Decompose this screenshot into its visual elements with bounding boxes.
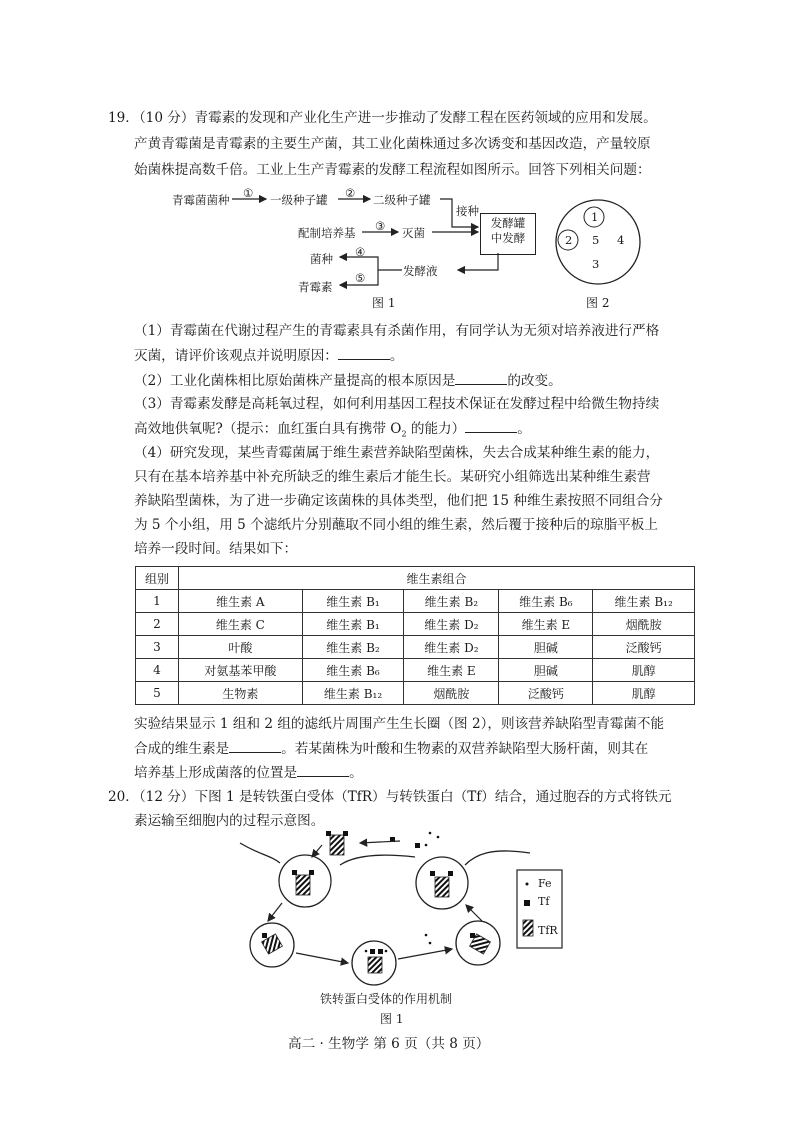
zone-4: 4 bbox=[617, 233, 625, 247]
vitamin-cell: 叶酸 bbox=[179, 636, 303, 659]
vitamin-cell: 生物素 bbox=[179, 682, 303, 705]
page-footer: 高二 · 生物学 第 6 页（共 8 页） bbox=[288, 1036, 490, 1052]
table-row bbox=[136, 636, 695, 659]
step-2: ② bbox=[345, 186, 356, 200]
vitamin-cell: 泛酸钙 bbox=[593, 636, 695, 659]
answer-blank-4[interactable] bbox=[229, 738, 281, 753]
vitamin-cell: 胆碱 bbox=[499, 659, 593, 682]
q19-sub2 bbox=[134, 370, 562, 391]
vitamin-cell: 维生素 B₆ bbox=[302, 659, 404, 682]
header-combo: 维生素组合 bbox=[179, 567, 695, 590]
vitamin-cell: 维生素 B₁ bbox=[302, 613, 404, 636]
q19-sub4-e: 培养一段时间。结果如下： bbox=[134, 541, 298, 557]
q19-line3: 始菌株提高数千倍。工业上生产青霉素的发酵工程流程如图所示。回答下列相关问题： bbox=[134, 162, 651, 178]
answer-blank-2[interactable] bbox=[455, 370, 507, 385]
vitamin-cell: 维生素 B₂ bbox=[302, 636, 404, 659]
zone-2: 2 bbox=[565, 233, 573, 247]
step-1: ① bbox=[243, 186, 254, 200]
node-penicillin: 青霉素 bbox=[298, 280, 333, 294]
q19-line2: 产黄青霉菌是青霉素的主要生产菌，其工业化菌株通过多次诱变和基因改造，产量较原 bbox=[134, 136, 651, 152]
fig2-caption: 图 2 bbox=[586, 296, 610, 310]
q19-sub1-text: 灭菌，请评价该观点并说明原因： bbox=[134, 348, 338, 364]
q19-sub4-a: （4）研究发现，某些青霉菌属于维生素营养缺陷型菌株，失去合成某种维生素的能力， bbox=[134, 445, 660, 461]
vitamin-table bbox=[135, 566, 695, 705]
vitamin-cell: 维生素 E bbox=[499, 613, 593, 636]
table-row bbox=[136, 590, 695, 613]
answer-blank-3[interactable] bbox=[465, 418, 517, 433]
node-ferment-line1: 发酵罐 bbox=[490, 216, 526, 230]
vitamin-cell: 肌醇 bbox=[593, 682, 695, 705]
vitamin-cell: 烟酰胺 bbox=[593, 613, 695, 636]
q19-sub2-end: 的改变。 bbox=[507, 373, 562, 389]
table-header-row bbox=[136, 567, 695, 590]
table-row bbox=[136, 659, 695, 682]
group-cell: 4 bbox=[136, 659, 179, 682]
vitamin-cell: 维生素 D₂ bbox=[404, 613, 499, 636]
o2-subscript: 2 bbox=[401, 429, 407, 439]
node-seed1: 一级种子罐 bbox=[270, 193, 328, 207]
step-3: ③ bbox=[375, 219, 386, 233]
node-ferment-line2: 中发酵 bbox=[490, 231, 526, 245]
zone-3: 3 bbox=[592, 257, 600, 271]
node-culture: 菌种 bbox=[310, 252, 333, 266]
vitamin-cell: 维生素 E bbox=[404, 659, 499, 682]
q19-sub1-end: 。 bbox=[389, 348, 404, 364]
q19-sub1-b bbox=[134, 345, 404, 366]
zone-5: 5 bbox=[592, 233, 600, 247]
vitamin-cell: 维生素 B₁ bbox=[302, 590, 404, 613]
group-cell: 1 bbox=[136, 590, 179, 613]
q19-line1: 19．（10 分）青霉素的发现和产业化生产进一步推动了发酵工程在医药领域的应用和发展。 bbox=[108, 110, 657, 126]
step-5: ⑤ bbox=[355, 271, 366, 285]
vitamin-cell: 肌醇 bbox=[593, 659, 695, 682]
q19-sub3-text: 高效地供氧呢?（提示：血红蛋白具有携带 O bbox=[134, 421, 402, 437]
q19-sub2-text: （2）工业化菌株相比原始菌株产量提高的根本原因是 bbox=[134, 373, 456, 389]
q19-result-b bbox=[134, 738, 648, 759]
group-cell: 2 bbox=[136, 613, 179, 636]
q19-sub3-end: 。 bbox=[517, 421, 531, 437]
zone-1: 1 bbox=[591, 210, 599, 224]
header-group: 组别 bbox=[136, 567, 179, 590]
tfr-diagram bbox=[230, 825, 570, 990]
vitamin-cell: 维生素 B₂ bbox=[404, 590, 499, 613]
q20-line1: 20．（12 分）下图 1 是转铁蛋白受体（TfR）与转铁蛋白（Tf）结合，通过胞吞的方式将铁元 bbox=[108, 789, 672, 805]
q19-sub3-a: （3）青霉素发酵是高耗氧过程，如何利用基因工程技术保证在发酵过程中给微生物持续 bbox=[134, 396, 660, 412]
q20-line2: 素运输至细胞内的过程示意图。 bbox=[134, 813, 325, 829]
vitamin-cell: 维生素 B₁₂ bbox=[593, 590, 695, 613]
q19-result-c-end: 。 bbox=[349, 765, 363, 781]
q19-sub1-a: （1）青霉菌在代谢过程产生的青霉素具有杀菌作用，有同学认为无须对培养液进行严格 bbox=[134, 323, 660, 339]
table-row bbox=[136, 613, 695, 636]
vitamin-cell: 维生素 A bbox=[179, 590, 303, 613]
legend-fe: Fe bbox=[538, 877, 552, 890]
q19-result-b-text: 合成的维生素是 bbox=[134, 741, 230, 757]
fig1-caption: 图 1 bbox=[372, 296, 396, 310]
q19-result-c bbox=[134, 762, 363, 783]
q20-figure-caption: 图 1 bbox=[380, 1012, 404, 1026]
q19-sub3-b bbox=[134, 418, 531, 445]
group-cell: 3 bbox=[136, 636, 179, 659]
legend-tfr: TfR bbox=[538, 924, 558, 937]
q19-sub3-text2: 的能力） bbox=[406, 421, 466, 437]
answer-blank-1[interactable] bbox=[338, 345, 390, 360]
vitamin-cell: 维生素 B₁₂ bbox=[302, 682, 404, 705]
q19-result-a: 实验结果显示 1 组和 2 组的滤纸片周围产生生长圈（图 2），则该营养缺陷型青霉菌不能 bbox=[134, 716, 665, 732]
answer-blank-5[interactable] bbox=[297, 762, 349, 777]
node-strain: 青霉菌菌种 bbox=[172, 193, 230, 207]
q19-result-b-text2: 。若某菌株为叶酸和生物素的双营养缺陷型大肠杆菌，则其在 bbox=[281, 741, 649, 757]
vitamin-cell: 泛酸钙 bbox=[499, 682, 593, 705]
node-inoculate: 接种 bbox=[456, 204, 479, 218]
q19-sub4-b: 只有在基本培养基中补充所缺乏的维生素后才能生长。某研究小组筛选出某种维生素营 bbox=[134, 469, 651, 485]
table-row bbox=[136, 682, 695, 705]
vitamin-cell: 对氨基苯甲酸 bbox=[179, 659, 303, 682]
group-cell: 5 bbox=[136, 682, 179, 705]
fermenter-box bbox=[480, 213, 536, 255]
step-4: ④ bbox=[355, 245, 366, 259]
node-broth: 发酵液 bbox=[403, 264, 438, 278]
vitamin-cell: 烟酰胺 bbox=[404, 682, 499, 705]
node-seed2: 二级种子罐 bbox=[373, 193, 431, 207]
q20-figure-title: 铁转蛋白受体的作用机制 bbox=[320, 992, 453, 1006]
legend-tf: Tf bbox=[538, 895, 550, 908]
vitamin-cell: 维生素 B₆ bbox=[499, 590, 593, 613]
vitamin-cell: 维生素 C bbox=[179, 613, 303, 636]
q19-result-c-text: 培养基上形成菌落的位置是 bbox=[134, 765, 298, 781]
node-sterilize: 灭菌 bbox=[402, 226, 425, 240]
vitamin-cell: 胆碱 bbox=[499, 636, 593, 659]
q19-sub4-d: 为 5 个小组，用 5 个滤纸片分别蘸取不同小组的维生素，然后覆于接种后的琼脂平板上 bbox=[134, 517, 658, 533]
q19-sub4-c: 养缺陷型菌株，为了进一步确定该菌株的具体类型，他们把 15 种维生素按照不同组合分 bbox=[134, 493, 663, 509]
node-medium: 配制培养基 bbox=[298, 226, 356, 240]
vitamin-cell: 维生素 D₂ bbox=[404, 636, 499, 659]
